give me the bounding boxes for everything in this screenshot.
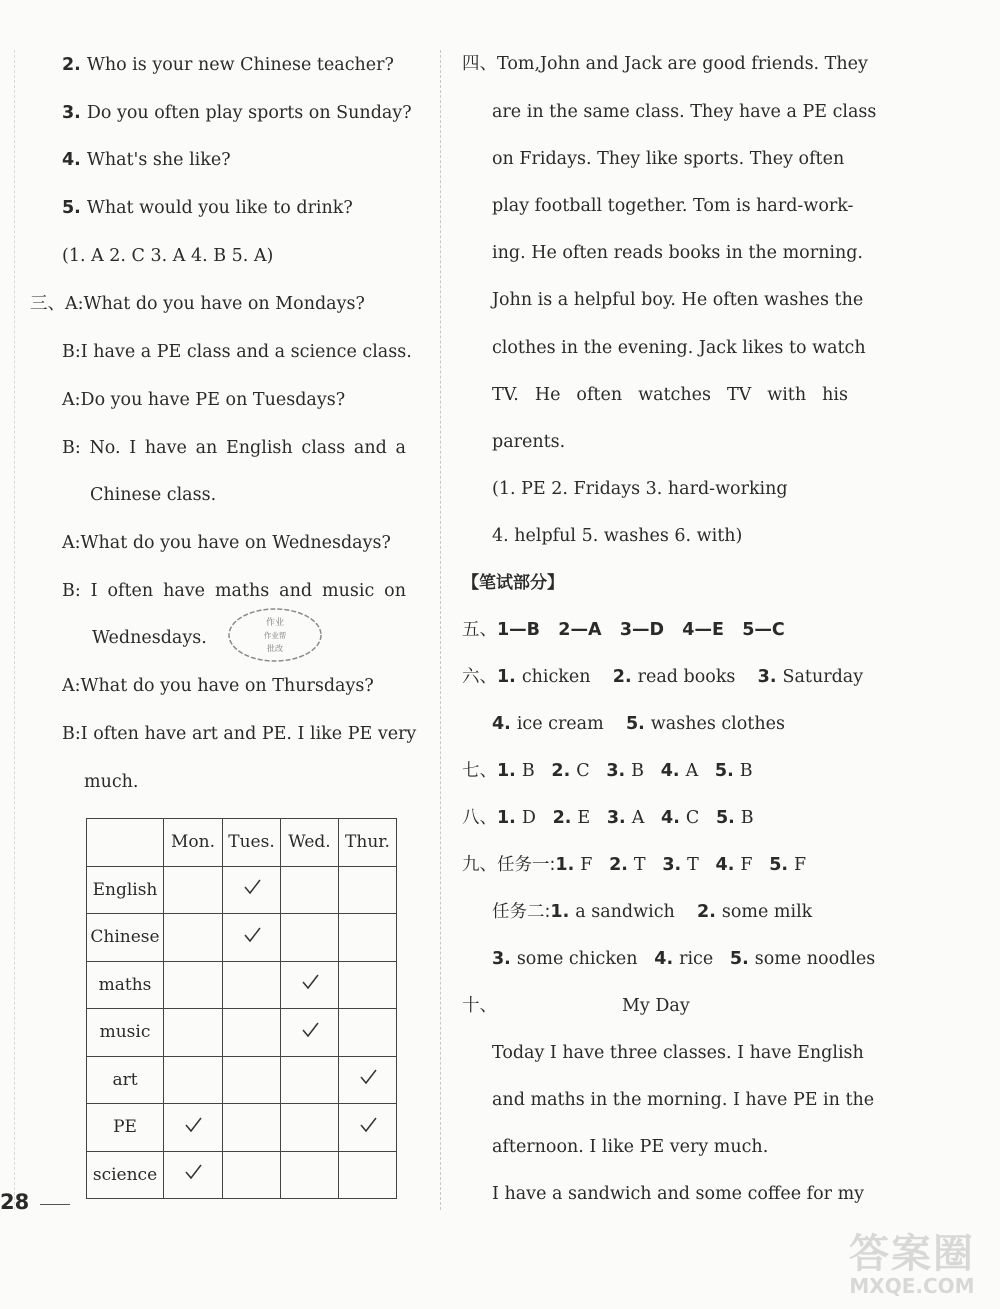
answer-text: B (631, 761, 645, 781)
section-3-line8: Wednesdays. (92, 628, 207, 648)
item-number: 4. (660, 761, 680, 781)
word: an (195, 438, 218, 458)
item-number: 4. (492, 714, 511, 734)
answer-text: T (687, 855, 699, 875)
word: I (129, 438, 137, 458)
answer-text: B (521, 761, 535, 781)
answers-part1: (1. A 2. C 3. A 4. B 5. A) (62, 246, 274, 266)
question-3 (62, 102, 412, 124)
word: No. (89, 438, 121, 458)
word: B: (62, 438, 81, 458)
question-4 (62, 149, 231, 171)
subject-cell: Chinese (87, 914, 164, 962)
section-4-line8 (492, 384, 848, 406)
question-text: What would you like to drink? (86, 198, 353, 218)
answer-text: F (580, 855, 593, 875)
word: often (576, 385, 623, 405)
mark-cell (223, 1151, 281, 1199)
word: on (384, 581, 406, 601)
word: with (767, 385, 807, 405)
mark-cell (164, 961, 223, 1009)
section-marker: 八、 (462, 808, 497, 828)
answer-text: some noodles (754, 949, 876, 969)
section-3-line2: B:I have a PE class and a science class. (62, 342, 412, 362)
section-marker: 五、 (462, 620, 497, 640)
mark-cell (223, 914, 281, 962)
word: music (322, 581, 375, 601)
answer-item: 4—E (682, 620, 724, 640)
item-number: 2. (62, 55, 81, 75)
section-9-task2-line2 (492, 948, 875, 970)
page-number: 28 (0, 1190, 30, 1214)
table-row (87, 1056, 397, 1104)
mark-cell (281, 1151, 339, 1199)
item-number: 1. (497, 761, 516, 781)
mark-cell (339, 1056, 397, 1104)
answer-text: E (577, 808, 591, 828)
word: He (534, 385, 561, 405)
section-3-line9: A:What do you have on Thursdays? (62, 676, 374, 696)
left-margin-guide (14, 50, 15, 1210)
section-4-line5: ing. He often reads books in the morning. (492, 243, 863, 263)
section-4-line4: play football together. Tom is hard-work- (492, 196, 854, 216)
section-8 (462, 807, 754, 829)
mark-cell (339, 1104, 397, 1152)
subject-cell: English (87, 866, 164, 914)
section-4-line3: on Fridays. They like sports. They often (492, 149, 845, 169)
item-number: 4. (654, 949, 674, 969)
section-3-line4 (62, 437, 406, 459)
word: class (301, 438, 346, 458)
table-row (87, 961, 397, 1009)
section-6-line1 (462, 666, 863, 688)
mark-cell (164, 1104, 223, 1152)
item-number: 5. (769, 855, 789, 875)
section-3-line10: B:I often have art and PE. I like PE very (62, 724, 417, 744)
stamp-line2: 作业帮 (263, 631, 287, 640)
mark-cell (164, 1009, 223, 1057)
answer-text: D (521, 808, 536, 828)
section-4-line7: clothes in the evening. Jack likes to watch (492, 338, 866, 358)
mark-cell (339, 961, 397, 1009)
answer-item: 1—B (497, 620, 541, 640)
dialog-line: A:What do you have on Mondays? (65, 294, 365, 314)
check-mark-icon (243, 926, 261, 944)
section-marker: 六、 (462, 667, 497, 687)
stamp-line3: 批改 (267, 644, 283, 653)
word: watches (638, 385, 711, 405)
watermark-cn: 答案圈 (849, 1231, 975, 1277)
mark-cell (339, 866, 397, 914)
item-number: 3. (606, 761, 626, 781)
section-4-line2: are in the same class. They have a PE class (492, 102, 877, 122)
word: maths (214, 581, 270, 601)
section-3-line7 (62, 580, 406, 602)
mark-cell (281, 961, 339, 1009)
item-number: 3. (662, 855, 682, 875)
section-4-answers2: 4. helpful 5. washes 6. with) (492, 526, 743, 546)
table-row (87, 914, 397, 962)
subject-cell: science (87, 1151, 164, 1199)
answer-item: 2—A (558, 620, 602, 640)
mark-cell (339, 1009, 397, 1057)
page-number-dash (40, 1204, 70, 1205)
mark-cell (339, 1151, 397, 1199)
item-number: 2. (697, 902, 716, 922)
section-4-line6: John is a helpful boy. He often washes the (492, 290, 864, 310)
section-7 (462, 760, 753, 782)
essay-line2: and maths in the morning. I have PE in the (492, 1090, 875, 1110)
word: and (353, 438, 387, 458)
check-mark-icon (301, 973, 319, 991)
header-cell: Mon. (164, 819, 223, 867)
item-number: 2. (552, 808, 572, 828)
item-number: 4. (62, 150, 81, 170)
item-number: 3. (757, 667, 777, 687)
watermark-url: MXQE.COM (849, 1274, 975, 1298)
mark-cell (281, 866, 339, 914)
schedule-table (86, 818, 397, 1199)
item-number: 5. (729, 949, 749, 969)
table-row (87, 1009, 397, 1057)
answer-text: some milk (721, 902, 813, 922)
question-text: What's she like? (86, 150, 231, 170)
header-cell: Wed. (281, 819, 339, 867)
answer-text: A (685, 761, 699, 781)
word: have (144, 438, 187, 458)
section-4-line9: parents. (492, 432, 566, 452)
item-number: 2. (551, 761, 571, 781)
question-text: Who is your new Chinese teacher? (86, 55, 394, 75)
mark-cell (164, 1151, 223, 1199)
check-mark-icon (359, 1116, 377, 1134)
check-mark-icon (184, 1116, 202, 1134)
essay-line3: afternoon. I like PE very much. (492, 1137, 769, 1157)
section-9-task2-line1 (492, 901, 812, 923)
word: a (395, 438, 406, 458)
item-number: 5. (714, 761, 734, 781)
item-number: 2. (612, 667, 632, 687)
subject-cell: music (87, 1009, 164, 1057)
check-mark-icon (184, 1163, 202, 1181)
subject-cell: art (87, 1056, 164, 1104)
stamp-line1: 作业 (265, 618, 285, 628)
answer-text: C (685, 808, 700, 828)
item-number: 1. (550, 902, 570, 922)
item-number: 1. (555, 855, 575, 875)
answer-text: C (576, 761, 590, 781)
answer-text: F (794, 855, 807, 875)
subject-cell: maths (87, 961, 164, 1009)
answer-text: read books (637, 667, 736, 687)
answer-text: some chicken (516, 949, 638, 969)
item-number: 4. (661, 808, 680, 828)
mark-cell (281, 914, 339, 962)
header-cell: Thur. (339, 819, 397, 867)
item-number: 4. (715, 855, 735, 875)
stamp-seal (226, 606, 324, 664)
section-9-task1 (462, 854, 806, 876)
item-number: 3. (606, 808, 626, 828)
check-mark-icon (359, 1068, 377, 1086)
question-2 (62, 54, 394, 76)
mark-cell (164, 866, 223, 914)
section-3-line1 (30, 293, 365, 315)
item-number: 3. (62, 103, 81, 123)
answer-text: ice cream (516, 714, 604, 734)
answer-text: washes clothes (650, 714, 785, 734)
check-mark-icon (243, 878, 261, 896)
word: TV (726, 385, 752, 405)
answer-text: F (740, 855, 753, 875)
mark-cell (339, 914, 397, 962)
item-number: 5. (62, 198, 81, 218)
word: his (822, 385, 848, 405)
mark-cell (164, 914, 223, 962)
mark-cell (223, 866, 281, 914)
answer-text: Saturday (782, 667, 864, 687)
item-number: 5. (715, 808, 735, 828)
header-cell: Tues. (223, 819, 281, 867)
section-marker: 九、 (462, 855, 497, 875)
word: often (107, 581, 154, 601)
section-3-line11: much. (84, 772, 139, 792)
item-number: 5. (625, 714, 645, 734)
word: and (279, 581, 313, 601)
section-4-line1 (462, 53, 868, 75)
watermark-logo (828, 1222, 996, 1304)
mark-cell (223, 961, 281, 1009)
section-10-marker: 十、 (462, 996, 497, 1016)
mark-cell (164, 1056, 223, 1104)
section-marker: 七、 (462, 761, 497, 781)
essay-line4: I have a sandwich and some coffee for my (492, 1184, 865, 1204)
task-label: 任务二: (492, 902, 551, 922)
section-6-line2 (492, 713, 785, 735)
mark-cell (223, 1009, 281, 1057)
answer-item: 3—D (619, 620, 665, 640)
word: I (90, 581, 98, 601)
answer-text: B (740, 808, 754, 828)
subject-cell: PE (87, 1104, 164, 1152)
word: B: (62, 581, 81, 601)
answer-text: B (739, 761, 753, 781)
table-row (87, 866, 397, 914)
item-number: 1. (497, 667, 516, 687)
answer-text: rice (679, 949, 714, 969)
mark-cell (281, 1104, 339, 1152)
section-3-line5: Chinese class. (90, 485, 217, 505)
table-row (87, 1151, 397, 1199)
section-3-line3: A:Do you have PE on Tuesdays? (62, 390, 346, 410)
mark-cell (281, 1009, 339, 1057)
task-label: 任务一: (497, 855, 556, 875)
table-header-row (87, 819, 397, 867)
question-5 (62, 197, 353, 219)
header-cell (87, 819, 164, 867)
passage-line: Tom,John and Jack are good friends. They (497, 54, 868, 74)
check-mark-icon (301, 1021, 319, 1039)
item-number: 2. (609, 855, 628, 875)
question-text: Do you often play sports on Sunday? (86, 103, 412, 123)
word: English (225, 438, 293, 458)
section-4-answers1: (1. PE 2. Fridays 3. hard-working (492, 479, 788, 499)
mark-cell (281, 1056, 339, 1104)
mark-cell (223, 1056, 281, 1104)
section-3-line6: A:What do you have on Wednesdays? (62, 533, 391, 553)
answer-text: T (633, 855, 646, 875)
section-marker: 三、 (30, 294, 65, 314)
word: TV. (492, 385, 519, 405)
section-marker: 四、 (462, 54, 497, 74)
item-number: 1. (497, 808, 516, 828)
answer-text: A (631, 808, 645, 828)
written-section-header: 【笔试部分】 (462, 573, 564, 593)
essay-line1: Today I have three classes. I have English (492, 1043, 864, 1063)
table-row (87, 1104, 397, 1152)
answer-text: chicken (521, 667, 591, 687)
answer-item: 5—C (742, 620, 785, 640)
answer-text: a sandwich (575, 902, 675, 922)
column-divider (440, 50, 441, 1210)
essay-title: My Day (622, 996, 690, 1016)
word: have (163, 581, 206, 601)
section-5 (462, 619, 785, 641)
mark-cell (223, 1104, 281, 1152)
item-number: 3. (492, 949, 511, 969)
